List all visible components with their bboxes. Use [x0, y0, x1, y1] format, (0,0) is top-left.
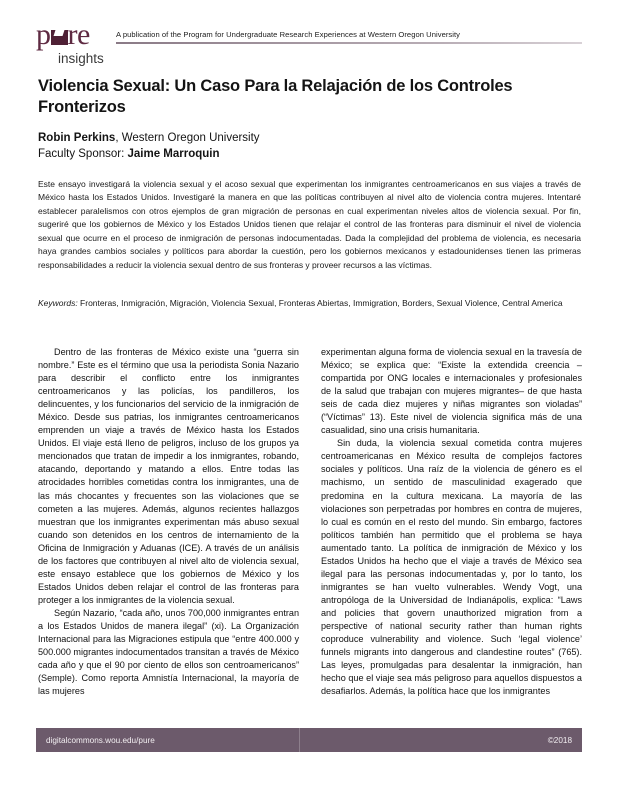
- logo-word-prefix: p: [36, 18, 51, 51]
- logo-wordmark: [36, 18, 114, 51]
- keywords-value: Fronteras, Inmigración, Migración, Violencia Sexual, Fronteras Abiertas, Immigration, Borders, Sexual Violence, Central America: [77, 298, 563, 308]
- sponsor-label: Faculty Sponsor:: [38, 148, 128, 160]
- paragraph: Dentro de las fronteras de México existe una “guerra sin nombre.” Este es el término que usa la periodista Sonia Nazario para describir el conflicto entre los inmigrantes centroamericanos y las policías, los pandilleros, los delincuentes, y los funcionarios del servicio de la inmigración de México. Desde sus patrias, los inmigrantes centroamericanos emprenden un viaje a través de México hasta los Estados Unidos. El viaje está lleno de peligros, incluso de los grupos ya mencionados que tratan de impedir a los inmigrantes, robando, atacando, deportando y matando a ellos. Entre todas las atrocidades horribles cometidas contra los inmigrantes, una de las más chocantes y frecuentes son las violaciones que se cometen a las mujeres. Además, algunos recientes hallazgos muestran que los inmigrantes experimentan más abuso sexual cuando son detenidos en los centros de internamiento de la Oficina de Inmigración y Aduanas (ICE). A través de un análisis de los factores que contribuyen al nivel alto de violencia sexual, este ensayo establece que los gobiernos de México y los Estados Unidos deben relajar el control de las fronteras para proteger a los inmigrantes de la violencia sexual.: [38, 347, 299, 605]
- page-footer: [36, 728, 582, 752]
- pure-insights-logo: [36, 18, 114, 66]
- author-block: [38, 130, 568, 162]
- sponsor-name: Jaime Marroquin: [127, 148, 220, 160]
- logo-subtitle: insights: [58, 51, 104, 66]
- author-name: Robin Perkins: [38, 132, 116, 144]
- footer-copyright: ©2018: [547, 735, 572, 745]
- page-title: Violencia Sexual: Un Caso Para la Relajación de los Controles Fronterizos: [38, 77, 513, 116]
- sponsor-line: [38, 146, 568, 162]
- abstract-text: Este ensayo investigará la violencia sexual y el acoso sexual que experimentan los inmigrantes centroamericanos en sus viajes a través de México hasta los Estados Unidos. Investigaré la manera en que las políticas contribuyen al nivel alto de violencia contra mujeres. Intentaré establecer paralelismos con otros ejemplos de gran migración de personas en cual experimentan niveles altos de violencia sexual. Por fin, sugeriré que los gobiernos de México y los Estados Unidos tienen que relajar el control de las fronteras para disminuir el nivel de violencia sexual que ocurre en el proceso de inmigración de personas indocumentadas. Dada la complejidad del problema de violencia, es necesaria haya grandes cambios sociales y políticos para abordar la cuestión, pero los gobiernos mexicanos y estadounidenses tienen las primeras responsabilidades a reducir la violencia sexual dentro de sus fronteras y proveer recursos a las víctimas.: [38, 179, 581, 270]
- footer-url[interactable]: digitalcommons.wou.edu/pure: [36, 728, 300, 752]
- keywords-label: Keywords:: [38, 298, 78, 308]
- tagline-block: [116, 30, 582, 44]
- paragraph: experimentan alguna forma de violencia sexual en la travesía de México; se explica que: “Existe la extendida creencia –compartida por ONG locales e internacionales y profesionales de la salud que trabajan con mujeres migrantes– de que hasta seis de cada diez mujeres y niñas migrantes son violadas” (“Víctimas” 13). Este nivel de violencia significa más de una casualidad, sino una crisis humanitaria.: [321, 347, 582, 436]
- body-columns: [38, 346, 582, 718]
- logo-u-glyph-icon: [51, 30, 68, 45]
- author-affiliation: , Western Oregon University: [115, 132, 260, 144]
- publication-tagline: A publication of the Program for Undergraduate Research Experiences at Western Oregon University: [116, 30, 461, 39]
- keywords-block: [38, 297, 581, 310]
- paragraph: Sin duda, la violencia sexual cometida contra mujeres centroamericanas en México resulta de complejos factores sociales y políticos. Una raíz de la violencia de género es el machismo, un sentido de masculinidad exagerado que predomina en la cultura mexicana. La mayoría de las violaciones son perpetradas por hombres en contra de mujeres, lo cual es común en el resto del mundo. Sin embargo, factores políticos también han permitido que el problema se haya aumentado tanto. La política de inmigración de México y los Estados Unidos ha hecho que el viaje a través de México sea ilegal para las personas indocumentadas y, por lo tanto, los inmigrantes se han vuelto vulnerables. Wendy Vogt, una antropóloga de la Universidad de Indianápolis, explica: “Laws and policies that govern unauthorized migration from a perspective of national security rather than human rights coproduce vulnerability and violence. Such ‘legal violence’ funnels migrants into dangerous and clandestine routes” (765). Las leyes, promulgadas para desalentar la inmigración, han hecho que el viaje sea más peligroso para aquellos dispuestos a desafiarlos. Además, la política hace que los inmigrantes: [321, 438, 582, 697]
- masthead: [36, 18, 582, 68]
- body-column-right: [321, 346, 582, 718]
- paragraph: Según Nazario, “cada año, unos 700,000 inmigrantes entran a los Estados Unidos de manera ilegal” (xi). La Organización Internacional para las Migraciones estipula que “entre 400.000 y 500.000 migrantes indocumentados transitan a través de México cada año y que el 90 por ciento de ellos son centroamericanos” (Semple). Como reporta Amnistía Internacional, la mayoría de las mujeres: [38, 607, 299, 697]
- body-column-left: [38, 346, 299, 718]
- logo-word-suffix: re: [67, 18, 90, 51]
- author-line: [38, 130, 568, 146]
- header-divider: [116, 42, 582, 44]
